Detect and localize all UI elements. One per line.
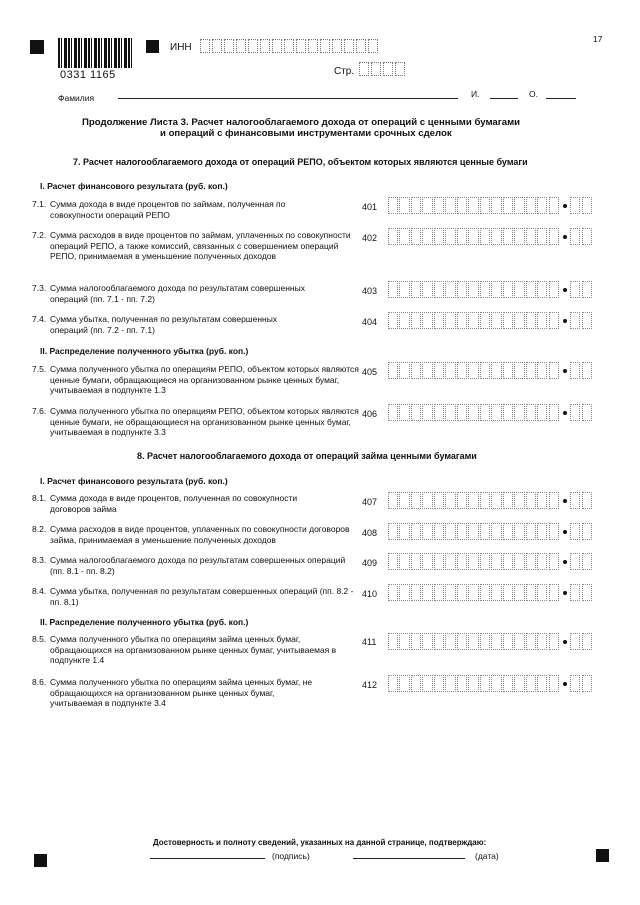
date-field[interactable] [353, 848, 465, 859]
surname-field[interactable] [118, 86, 458, 99]
name-initial-field[interactable] [490, 86, 518, 99]
rubles-digit-cell[interactable] [457, 553, 467, 570]
page-label: Стр. [334, 66, 355, 77]
code-405: 405 [362, 367, 378, 377]
rubles-digit-cell[interactable] [526, 553, 536, 570]
rubles-digit-cell[interactable] [457, 523, 467, 540]
rubles-digit-cell[interactable] [445, 553, 455, 570]
rubles-digit-cell[interactable] [526, 404, 536, 421]
rubles-digit-cell[interactable] [514, 404, 524, 421]
kopecks-digit-cell[interactable] [582, 312, 592, 329]
rubles-digit-cell[interactable] [445, 197, 455, 214]
rubles-digit-cell[interactable] [549, 281, 559, 298]
rubles-digit-cell[interactable] [457, 492, 467, 509]
amount-field-402[interactable] [388, 228, 593, 245]
rubles-digit-cell[interactable] [526, 312, 536, 329]
code-402: 402 [362, 233, 378, 243]
rubles-digit-cell[interactable] [399, 281, 409, 298]
rubles-digit-cell[interactable] [468, 404, 478, 421]
amount-field-409[interactable] [388, 553, 593, 570]
rubles-digit-cell[interactable] [422, 492, 432, 509]
signature-field[interactable] [150, 848, 265, 859]
footer-statement: Достоверность и полноту сведений, указанных на данной странице, подтверждаю: [153, 838, 487, 847]
rubles-digit-cell[interactable] [468, 492, 478, 509]
rubles-digit-cell[interactable] [399, 404, 409, 421]
rubles-digit-cell[interactable] [503, 228, 513, 245]
rubles-digit-cell[interactable] [549, 523, 559, 540]
inn-field[interactable] [200, 39, 380, 53]
rubles-digit-cell[interactable] [537, 281, 547, 298]
code-410: 410 [362, 589, 378, 599]
rubles-digit-cell[interactable] [514, 312, 524, 329]
rubles-digit-cell[interactable] [411, 197, 421, 214]
rubles-digit-cell[interactable] [549, 675, 559, 692]
rubles-digit-cell[interactable] [411, 281, 421, 298]
rubles-digit-cell[interactable] [549, 633, 559, 650]
rubles-digit-cell[interactable] [399, 633, 409, 650]
rubles-digit-cell[interactable] [503, 553, 513, 570]
amount-field-410[interactable] [388, 584, 593, 601]
section8-part1-heading: I. Расчет финансового результата (руб. коп.) [40, 476, 228, 486]
rubles-digit-cell[interactable] [388, 492, 398, 509]
rubles-digit-cell[interactable] [411, 523, 421, 540]
rubles-digit-cell[interactable] [503, 404, 513, 421]
rubles-digit-cell[interactable] [503, 197, 513, 214]
rubles-digit-cell[interactable] [411, 492, 421, 509]
rubles-digit-cell[interactable] [434, 404, 444, 421]
rubles-digit-cell[interactable] [480, 553, 490, 570]
kopecks-digit-cell[interactable] [570, 675, 580, 692]
rubles-digit-cell[interactable] [491, 633, 501, 650]
section7-title: 7. Расчет налогооблагаемого дохода от операций РЕПО, объектом которых являются ценные бумаги [73, 157, 528, 167]
amount-field-406[interactable] [388, 404, 593, 421]
rubles-digit-cell[interactable] [434, 228, 444, 245]
rubles-digit-cell[interactable] [514, 492, 524, 509]
rubles-digit-cell[interactable] [503, 281, 513, 298]
rubles-digit-cell[interactable] [468, 633, 478, 650]
rubles-digit-cell[interactable] [491, 228, 501, 245]
kopecks-digit-cell[interactable] [570, 553, 580, 570]
decimal-separator [563, 499, 567, 503]
kopecks-digit-cell[interactable] [582, 492, 592, 509]
rubles-digit-cell[interactable] [422, 675, 432, 692]
rubles-digit-cell[interactable] [434, 553, 444, 570]
rubles-digit-cell[interactable] [411, 633, 421, 650]
amount-field-412[interactable] [388, 675, 593, 692]
rubles-digit-cell[interactable] [411, 362, 421, 379]
kopecks-digit-cell[interactable] [570, 404, 580, 421]
marker-square-top-left [30, 40, 44, 54]
marker-square-bottom-left [34, 854, 47, 867]
decimal-separator [563, 560, 567, 564]
code-412: 412 [362, 680, 378, 690]
rubles-digit-cell[interactable] [422, 404, 432, 421]
name-initial-label: И. [471, 89, 480, 99]
rubles-digit-cell[interactable] [434, 312, 444, 329]
rubles-digit-cell[interactable] [388, 675, 398, 692]
rubles-digit-cell[interactable] [388, 553, 398, 570]
amount-field-404[interactable] [388, 312, 593, 329]
rubles-digit-cell[interactable] [503, 523, 513, 540]
section7-part1-heading: I. Расчет финансового результата (руб. коп.) [40, 181, 228, 191]
rubles-digit-cell[interactable] [399, 197, 409, 214]
rubles-digit-cell[interactable] [457, 228, 467, 245]
rubles-digit-cell[interactable] [434, 281, 444, 298]
marker-square-top-mid [146, 40, 159, 53]
rubles-digit-cell[interactable] [480, 228, 490, 245]
rubles-digit-cell[interactable] [537, 362, 547, 379]
rubles-digit-cell[interactable] [388, 584, 398, 601]
rubles-digit-cell[interactable] [468, 553, 478, 570]
inn-label: ИНН [170, 42, 192, 53]
rubles-digit-cell[interactable] [526, 675, 536, 692]
code-404: 404 [362, 317, 378, 327]
decimal-separator [563, 235, 567, 239]
rubles-digit-cell[interactable] [549, 228, 559, 245]
kopecks-digit-cell[interactable] [582, 281, 592, 298]
rubles-digit-cell[interactable] [526, 492, 536, 509]
rubles-digit-cell[interactable] [422, 281, 432, 298]
rubles-digit-cell[interactable] [468, 228, 478, 245]
decimal-separator [563, 640, 567, 644]
rubles-digit-cell[interactable] [526, 228, 536, 245]
rubles-digit-cell[interactable] [468, 584, 478, 601]
rubles-digit-cell[interactable] [514, 281, 524, 298]
rubles-digit-cell[interactable] [549, 197, 559, 214]
rubles-digit-cell[interactable] [480, 281, 490, 298]
code-411: 411 [362, 637, 377, 647]
rubles-digit-cell[interactable] [491, 362, 501, 379]
rubles-digit-cell[interactable] [549, 584, 559, 601]
rubles-digit-cell[interactable] [549, 553, 559, 570]
kopecks-digit-cell[interactable] [582, 553, 592, 570]
rubles-digit-cell[interactable] [434, 362, 444, 379]
rubles-digit-cell[interactable] [422, 584, 432, 601]
code-406: 406 [362, 409, 378, 419]
rubles-digit-cell[interactable] [434, 633, 444, 650]
kopecks-digit-cell[interactable] [582, 675, 592, 692]
rubles-digit-cell[interactable] [411, 404, 421, 421]
barcode-number: 0331 1165 [60, 69, 116, 81]
rubles-digit-cell[interactable] [480, 312, 490, 329]
rubles-digit-cell[interactable] [480, 197, 490, 214]
rubles-digit-cell[interactable] [514, 675, 524, 692]
rubles-digit-cell[interactable] [457, 197, 467, 214]
kopecks-digit-cell[interactable] [570, 523, 580, 540]
patronymic-initial-field[interactable] [546, 86, 576, 99]
rubles-digit-cell[interactable] [526, 523, 536, 540]
rubles-digit-cell[interactable] [457, 362, 467, 379]
surname-label: Фамилия [58, 93, 95, 103]
rubles-digit-cell[interactable] [445, 675, 455, 692]
rubles-digit-cell[interactable] [399, 584, 409, 601]
rubles-digit-cell[interactable] [514, 228, 524, 245]
amount-field-411[interactable] [388, 633, 593, 650]
rubles-digit-cell[interactable] [537, 523, 547, 540]
rubles-digit-cell[interactable] [480, 404, 490, 421]
code-403: 403 [362, 286, 378, 296]
rubles-digit-cell[interactable] [445, 228, 455, 245]
rubles-digit-cell[interactable] [388, 523, 398, 540]
rubles-digit-cell[interactable] [411, 312, 421, 329]
kopecks-digit-cell[interactable] [570, 633, 580, 650]
kopecks-digit-cell[interactable] [570, 197, 580, 214]
page-field[interactable] [359, 62, 407, 76]
rubles-digit-cell[interactable] [514, 584, 524, 601]
rubles-digit-cell[interactable] [388, 362, 398, 379]
rubles-digit-cell[interactable] [411, 584, 421, 601]
rubles-digit-cell[interactable] [422, 197, 432, 214]
rubles-digit-cell[interactable] [491, 197, 501, 214]
rubles-digit-cell[interactable] [457, 281, 467, 298]
decimal-separator [563, 319, 567, 323]
rubles-digit-cell[interactable] [457, 675, 467, 692]
rubles-digit-cell[interactable] [514, 523, 524, 540]
decimal-separator [563, 411, 567, 415]
patronymic-initial-label: О. [529, 89, 538, 99]
amount-field-407[interactable] [388, 492, 593, 509]
rubles-digit-cell[interactable] [526, 197, 536, 214]
rubles-digit-cell[interactable] [445, 633, 455, 650]
rubles-digit-cell[interactable] [526, 281, 536, 298]
rubles-digit-cell[interactable] [445, 584, 455, 601]
barcode [58, 38, 134, 68]
rubles-digit-cell[interactable] [491, 675, 501, 692]
rubles-digit-cell[interactable] [503, 492, 513, 509]
rubles-digit-cell[interactable] [537, 404, 547, 421]
rubles-digit-cell[interactable] [537, 492, 547, 509]
rubles-digit-cell[interactable] [445, 312, 455, 329]
code-409: 409 [362, 558, 378, 568]
rubles-digit-cell[interactable] [434, 523, 444, 540]
rubles-digit-cell[interactable] [537, 228, 547, 245]
page-title-line1: Продолжение Листа 3. Расчет налогооблагаемого дохода от операций с ценными бумагами [82, 117, 521, 128]
section8-part2-heading: II. Распределение полученного убытка (руб. коп.) [40, 617, 249, 627]
rubles-digit-cell[interactable] [388, 197, 398, 214]
rubles-digit-cell[interactable] [468, 281, 478, 298]
rubles-digit-cell[interactable] [422, 523, 432, 540]
rubles-digit-cell[interactable] [445, 281, 455, 298]
rubles-digit-cell[interactable] [399, 523, 409, 540]
rubles-digit-cell[interactable] [549, 492, 559, 509]
rubles-digit-cell[interactable] [503, 312, 513, 329]
kopecks-digit-cell[interactable] [582, 362, 592, 379]
rubles-digit-cell[interactable] [549, 312, 559, 329]
page-number: 17 [593, 34, 603, 44]
rubles-digit-cell[interactable] [388, 228, 398, 245]
rubles-digit-cell[interactable] [503, 362, 513, 379]
kopecks-digit-cell[interactable] [570, 228, 580, 245]
rubles-digit-cell[interactable] [537, 675, 547, 692]
section8-title: 8. Расчет налогооблагаемого дохода от операций займа ценными бумагами [137, 451, 477, 461]
kopecks-digit-cell[interactable] [582, 197, 592, 214]
kopecks-digit-cell[interactable] [570, 362, 580, 379]
rubles-digit-cell[interactable] [445, 492, 455, 509]
rubles-digit-cell[interactable] [537, 584, 547, 601]
rubles-digit-cell[interactable] [537, 553, 547, 570]
rubles-digit-cell[interactable] [526, 362, 536, 379]
rubles-digit-cell[interactable] [399, 362, 409, 379]
rubles-digit-cell[interactable] [468, 362, 478, 379]
code-401: 401 [362, 202, 378, 212]
rubles-digit-cell[interactable] [434, 675, 444, 692]
decimal-separator [563, 288, 567, 292]
rubles-digit-cell[interactable] [503, 584, 513, 601]
rubles-digit-cell[interactable] [388, 281, 398, 298]
rubles-digit-cell[interactable] [526, 584, 536, 601]
rubles-digit-cell[interactable] [422, 228, 432, 245]
rubles-digit-cell[interactable] [514, 633, 524, 650]
rubles-digit-cell[interactable] [411, 553, 421, 570]
rubles-digit-cell[interactable] [434, 584, 444, 601]
rubles-digit-cell[interactable] [422, 553, 432, 570]
rubles-digit-cell[interactable] [503, 633, 513, 650]
rubles-digit-cell[interactable] [491, 312, 501, 329]
rubles-digit-cell[interactable] [399, 675, 409, 692]
code-408: 408 [362, 528, 378, 538]
rubles-digit-cell[interactable] [537, 312, 547, 329]
decimal-separator [563, 591, 567, 595]
rubles-digit-cell[interactable] [514, 197, 524, 214]
rubles-digit-cell[interactable] [491, 523, 501, 540]
amount-field-401[interactable] [388, 197, 593, 214]
kopecks-digit-cell[interactable] [570, 312, 580, 329]
rubles-digit-cell[interactable] [491, 404, 501, 421]
kopecks-digit-cell[interactable] [570, 584, 580, 601]
section7-part2-heading: II. Распределение полученного убытка (руб. коп.) [40, 346, 249, 356]
rubles-digit-cell[interactable] [526, 633, 536, 650]
rubles-digit-cell[interactable] [503, 675, 513, 692]
rubles-digit-cell[interactable] [549, 362, 559, 379]
rubles-digit-cell[interactable] [537, 633, 547, 650]
rubles-digit-cell[interactable] [445, 523, 455, 540]
rubles-digit-cell[interactable] [480, 362, 490, 379]
kopecks-digit-cell[interactable] [582, 228, 592, 245]
rubles-digit-cell[interactable] [434, 197, 444, 214]
decimal-separator [563, 682, 567, 686]
rubles-digit-cell[interactable] [514, 362, 524, 379]
page-title-line2: и операций с финансовыми инструментами срочных сделок [160, 128, 452, 139]
signature-label: (подпись) [272, 851, 310, 861]
rubles-digit-cell[interactable] [480, 492, 490, 509]
rubles-digit-cell[interactable] [480, 675, 490, 692]
rubles-digit-cell[interactable] [399, 492, 409, 509]
rubles-digit-cell[interactable] [457, 404, 467, 421]
rubles-digit-cell[interactable] [468, 523, 478, 540]
rubles-digit-cell[interactable] [422, 362, 432, 379]
marker-square-bottom-right [596, 849, 609, 862]
rubles-digit-cell[interactable] [422, 312, 432, 329]
kopecks-digit-cell[interactable] [582, 633, 592, 650]
rubles-digit-cell[interactable] [514, 553, 524, 570]
rubles-digit-cell[interactable] [388, 312, 398, 329]
rubles-digit-cell[interactable] [445, 404, 455, 421]
rubles-digit-cell[interactable] [491, 492, 501, 509]
decimal-separator [563, 204, 567, 208]
rubles-digit-cell[interactable] [457, 633, 467, 650]
kopecks-digit-cell[interactable] [570, 281, 580, 298]
code-407: 407 [362, 497, 378, 507]
rubles-digit-cell[interactable] [411, 675, 421, 692]
rubles-digit-cell[interactable] [399, 228, 409, 245]
rubles-digit-cell[interactable] [445, 362, 455, 379]
kopecks-digit-cell[interactable] [582, 523, 592, 540]
kopecks-digit-cell[interactable] [582, 404, 592, 421]
rubles-digit-cell[interactable] [491, 553, 501, 570]
rubles-digit-cell[interactable] [411, 228, 421, 245]
kopecks-digit-cell[interactable] [570, 492, 580, 509]
kopecks-digit-cell[interactable] [582, 584, 592, 601]
date-label: (дата) [475, 851, 499, 861]
rubles-digit-cell[interactable] [434, 492, 444, 509]
rubles-digit-cell[interactable] [399, 553, 409, 570]
rubles-digit-cell[interactable] [468, 675, 478, 692]
rubles-digit-cell[interactable] [537, 197, 547, 214]
decimal-separator [563, 530, 567, 534]
rubles-digit-cell[interactable] [399, 312, 409, 329]
rubles-digit-cell[interactable] [480, 584, 490, 601]
rubles-digit-cell[interactable] [549, 404, 559, 421]
rubles-digit-cell[interactable] [422, 633, 432, 650]
rubles-digit-cell[interactable] [457, 584, 467, 601]
rubles-digit-cell[interactable] [468, 197, 478, 214]
rubles-digit-cell[interactable] [388, 633, 398, 650]
rubles-digit-cell[interactable] [480, 633, 490, 650]
rubles-digit-cell[interactable] [480, 523, 490, 540]
rubles-digit-cell[interactable] [491, 584, 501, 601]
amount-field-408[interactable] [388, 523, 593, 540]
rubles-digit-cell[interactable] [468, 312, 478, 329]
rubles-digit-cell[interactable] [388, 404, 398, 421]
rubles-digit-cell[interactable] [457, 312, 467, 329]
decimal-separator [563, 369, 567, 373]
rubles-digit-cell[interactable] [491, 281, 501, 298]
amount-field-403[interactable] [388, 281, 593, 298]
amount-field-405[interactable] [388, 362, 593, 379]
